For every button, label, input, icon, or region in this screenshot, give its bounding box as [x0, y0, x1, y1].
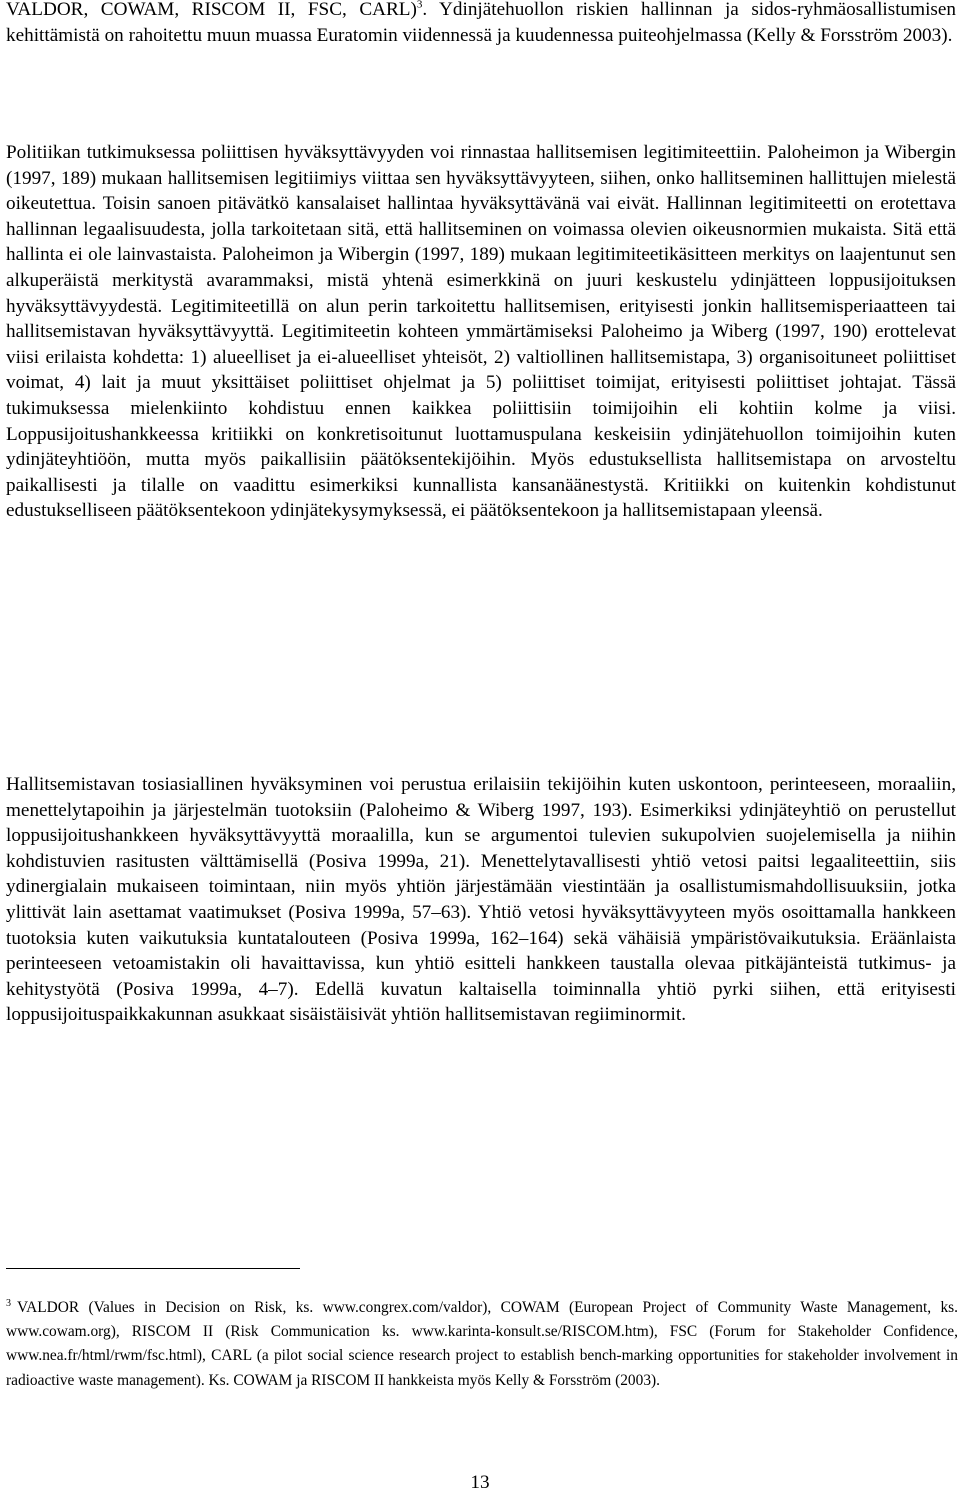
paragraph-legitimacy: Politiikan tutkimuksessa poliittisen hyväksyttävyyden voi rinnastaa hallitsemisen legitimiteettiin. Paloheimon ja Wibergin (1997, 189) mukaan hallitsemisen legitiimiys viittaa sen hyväksyttävyyteen, siihen, onko hallitseminen hallittujen mielestä oikeutettua. Toisin sanoen pitävätkö kansalaiset hallintaa hyväksyttävänä vai eivät. Hallinnan legitimiteetti on erotettava hallinnan legaalisuudesta, jolla tarkoitetaan sitä, että hallitseminen on voimassa olevien oikeusnormien mukaista. Sitä että hallinta ei ole lainvastaista. Paloheimon ja Wibergin (1997, 189) mukaan legitimiteetikäsitteen merkitys on laajentunut sen alkuperäistä merkitystä avarammaksi, mistä yhtenä esimerkkinä on juuri keskustelu ydinjätteen loppusijoituksen hyväksyttävyydestä. Legitimiteetillä on alun perin tarkoitettu hallitsemisen, erityisesti jonkin hallitsemisperiaatteen tai hallitsemistavan hyväksyttävyyttä. Legitimiteetin kohteen ymmärtämiseksi Paloheimo ja Wiberg (1997, 190) erottelevat viisi erilaista kohdetta: 1) alueelliset ja ei-alueelliset yhteisöt, 2) valtiollinen hallitsemistapa, 3) organisoituneet poliittiset voimat, 4) lait ja muut yksittäiset poliittiset ohjelmat ja 5) poliittiset toimijat, erityisesti poliittiset johtajat. Tässä tukimuksessa mielenkiinto kohdistuu ennen kaikkea poliittisiin toimijoihin eli kohtiin kolme ja viisi. Loppusijoitushankkeessa kritiikki on konkretisoitunut luottamuspulana keskeisiin ydinjätehuollon toimijoihin kuten ydinjäteyhtiöön, mutta myös paikallisiin päätöksentekijöihin. Myös edustuksellista hallitsemistapa on arvosteltu paikallisesti ja tilalle on vaadittu esimerkiksi kunnallista kansanäänestystä. Kritiikki on kuitenkin kohdistunut edustukselliseen päätöksentekoon ydinjätekysymyksessä, ei päätöksentekoon ja hallitsemistapaan yleensä.	[6, 142, 956, 522]
footnote	[6, 1296, 958, 1393]
footnote-divider	[6, 1268, 300, 1269]
paragraph-intro-text-start: VALDOR, COWAM, RISCOM II, FSC, CARL)	[6, 0, 417, 20]
paragraph-intro	[6, 0, 956, 48]
footnote-number: 3	[6, 1297, 11, 1309]
page-number: 13	[470, 1472, 490, 1493]
paragraph-acceptance: Hallitsemistavan tosiasiallinen hyväksyminen voi perustua erilaisiin tekijöihin kuten uskontoon, perinteeseen, moraaliin, menettelytapoihin ja järjestelmän tuotoksiin (Paloheimo & Wiberg 1997, 193). Esimerkiksi ydinjäteyhtiö on perustellut loppusijoitushankkeen hyväksyttävyyttä moraalilla, kun se argumentoi tulevien sukupolvien suojelemisella ja niihin kohdistuvien rasitusten välttämisellä (Posiva 1999a, 21). Menettelytavallisesti yhtiö vetosi paitsi legaaliteettiin, siis ydinergialain mukaiseen toimintaan, niin myös yhtiön järjestämään viestintään ja osallistumismahdollisuuksiin, jotka ylittivät lain asettamat vaatimukset (Posiva 1999a, 57–63). Yhtiö vetosi hyväksyttävyyteen myös osoittamalla hankkeen tuotoksia kuten vaikutuksia kuntatalouteen (Posiva 1999a, 162–164) sekä vähäisiä ympäristövaikutuksia. Eräänlaista perinteeseen vetoamistakin oli havaittavissa, kun yhtiö esitteli hankkeen taustalla olevaa pitkäjänteistä tutkimus- ja kehitystyötä (Posiva 1999a, 4–7). Edellä kuvatun kaltaisella toiminnalla yhtiö pyrki siihen, että erityisesti loppusijoituspaikkakunnan asukkaat sisäistäisivät yhtiön hallitsemistavan regiiminormit.	[6, 774, 956, 1026]
footnote-text: VALDOR (Values in Decision on Risk, ks. www.congrex.com/valdor), COWAM (European Project of Community Waste Management, ks. www.cowam.org), RISCOM II (Risk Communication ks. www.karinta-konsult.se/RISCOM.htm), FSC (Forum for Stakeholder Confidence, www.nea.fr/html/rwm/fsc.html), CARL (a pilot social science research project to establish bench-marking opportunities for stakeholder involvement in radioactive waste management). Ks. COWAM ja RISCOM II hankkeista myös Kelly & Forsström (2003).	[6, 1299, 958, 1389]
paragraph-intro-text-end: . Ydinjätehuollon riskien hallinnan ja sidos-ryhmäosallistumisen kehittämistä on rahoitettu muun muassa Euratomin viidennessä ja kuudennessa puiteohjelmassa (Kelly & Forsström 2003).	[6, 0, 956, 46]
footnote-reference[interactable]: 3	[416, 0, 423, 11]
